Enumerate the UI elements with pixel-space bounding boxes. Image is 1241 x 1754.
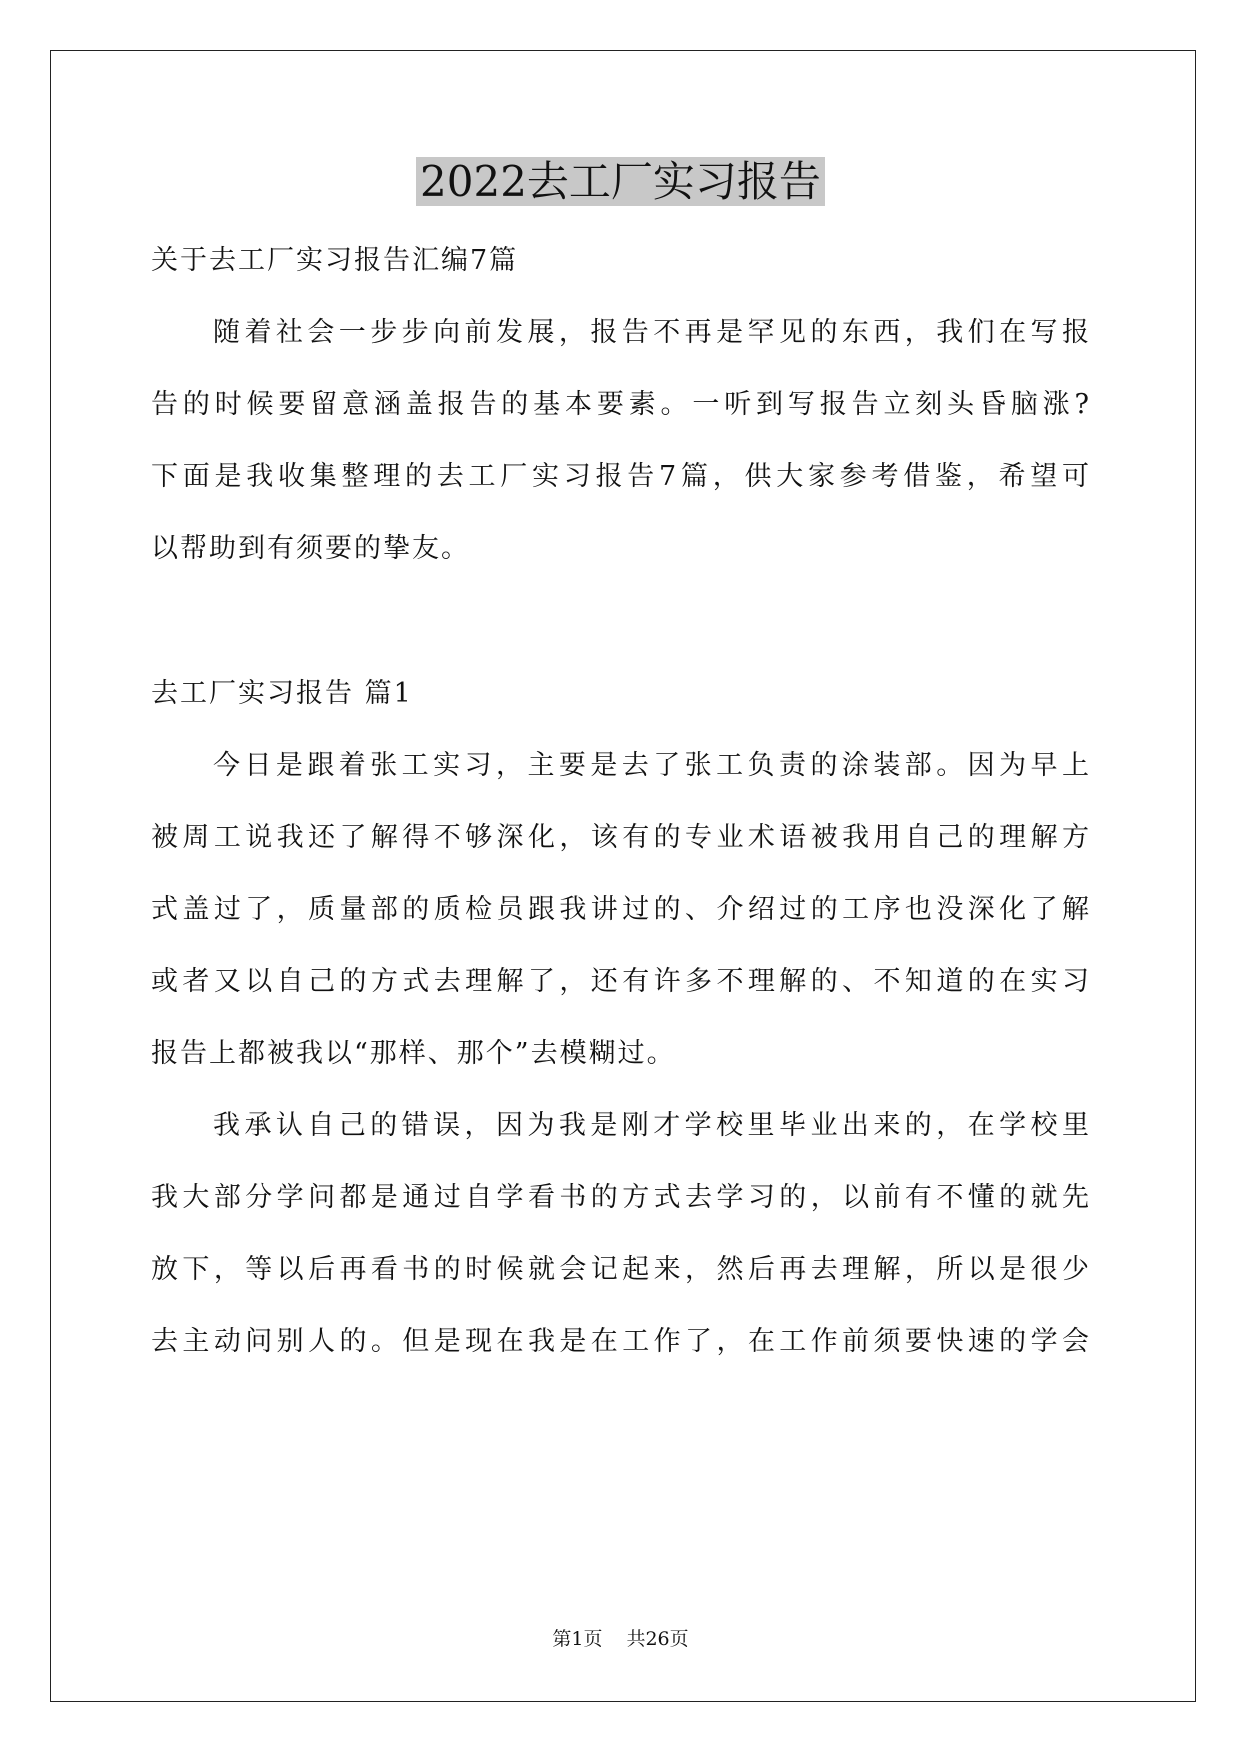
- paragraph-line: 放下，等以后再看书的时候就会记起来，然后再去理解，所以是很少: [151, 1254, 1091, 1285]
- paragraph-line: 或者又以自己的方式去理解了，还有许多不理解的、不知道的在实习: [151, 966, 1091, 997]
- paragraph-line: 式盖过了，质量部的质检员跟我讲过的、介绍过的工序也没深化了解: [151, 894, 1091, 925]
- page-total: 共26页: [626, 1628, 689, 1650]
- page-number: 第1页: [552, 1628, 603, 1650]
- section-heading: 去工厂实习报告 篇1: [151, 678, 413, 709]
- document-title-text: 2022去工厂实习报告: [416, 157, 825, 206]
- intro-line: 下面是我收集整理的去工厂实习报告7篇，供大家参考借鉴，希望可: [151, 461, 1091, 492]
- paragraph-line: 今日是跟着张工实习，主要是去了张工负责的涂装部。因为早上: [213, 750, 1091, 781]
- intro-line: 随着社会一步步向前发展，报告不再是罕见的东西，我们在写报: [213, 317, 1091, 348]
- page-footer: [0, 1626, 1241, 1652]
- paragraph-line: 我大部分学问都是通过自学看书的方式去学习的，以前有不懂的就先: [151, 1182, 1091, 1213]
- paragraph-line: 被周工说我还了解得不够深化，该有的专业术语被我用自己的理解方: [151, 822, 1091, 853]
- intro-line: 以帮助到有须要的挚友。: [151, 533, 470, 564]
- document-subtitle: 关于去工厂实习报告汇编7篇: [151, 245, 519, 276]
- document-title: [0, 152, 1241, 212]
- paragraph-line: 去主动问别人的。但是现在我是在工作了，在工作前须要快速的学会: [151, 1326, 1091, 1357]
- page-border: [50, 50, 1196, 1702]
- paragraph-line: 我承认自己的错误，因为我是刚才学校里毕业出来的，在学校里: [213, 1110, 1091, 1141]
- paragraph-line: 报告上都被我以“那样、那个”去模糊过。: [151, 1038, 676, 1069]
- intro-line: 告的时候要留意涵盖报告的基本要素。一听到写报告立刻头昏脑涨?: [151, 389, 1091, 420]
